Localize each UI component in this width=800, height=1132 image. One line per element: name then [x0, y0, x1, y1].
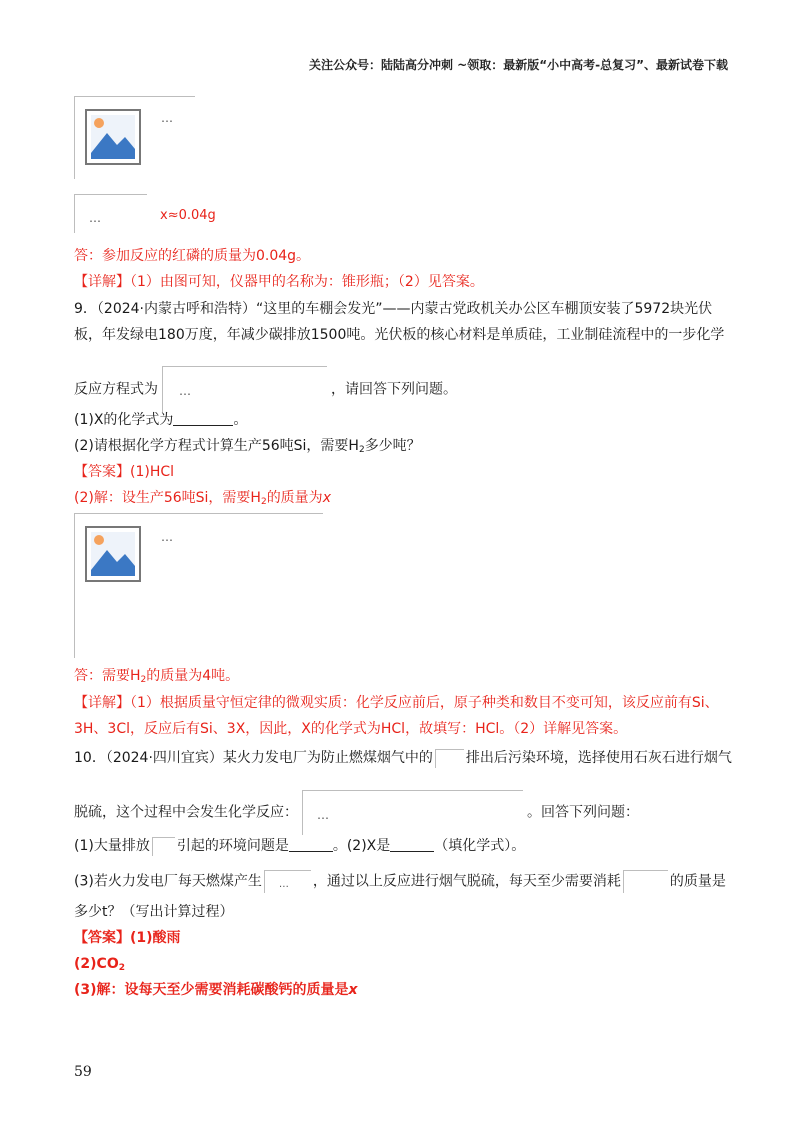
text: 10．（2024·四川宜宾）某火力发电厂为防止燃煤烟气中的: [74, 750, 433, 766]
subscript: 2: [140, 675, 147, 685]
question-9-line-3: [74, 366, 457, 413]
question-9-sub-2: [74, 436, 421, 460]
page-header: 关注公众号：陆陆高分冲刺 ~领取：最新版“小中高考-总复习”、最新试卷下载: [309, 58, 728, 72]
equation-placeholder: [162, 366, 327, 413]
answer-line: 答：参加反应的红磷的质量为0.04g。: [74, 248, 311, 264]
question-10-sub-1: [74, 836, 525, 856]
answer-10-1: 【答案】(1)酸雨: [74, 930, 181, 946]
ellipsis: …: [179, 384, 191, 398]
question-9-sub-1: [74, 410, 247, 430]
ellipsis: …: [89, 211, 101, 225]
text: ，通过以上反应进行烟气脱硫，每天至少需要消耗: [312, 873, 621, 890]
text: 排出后污染环境，选择使用石灰石进行烟气: [465, 750, 732, 766]
image-icon: [85, 526, 141, 582]
question-10-sub-3-cont: 多少t？（写出计算过程）: [74, 904, 234, 920]
image-placeholder: [74, 513, 323, 658]
detail-9-line-2: 3H、3Cl，反应后有Si、3X，因此，X的化学式为HCl，故填写：HCl。（2）详解见答案。: [74, 721, 628, 737]
answer-blank: [173, 411, 233, 426]
text: 的质量为: [266, 490, 323, 506]
formula-placeholder: [435, 749, 464, 768]
text: (1)X的化学式为: [74, 412, 174, 428]
text: 答：需要H: [74, 668, 141, 684]
question-10-line-1: [74, 748, 732, 768]
equation-placeholder: [302, 790, 523, 835]
text: 反应方程式为: [74, 381, 158, 398]
subscript: 2: [358, 445, 365, 455]
ellipsis: …: [278, 879, 289, 890]
text: 的质量为4吨。: [146, 668, 240, 684]
detail-line: 【详解】（1）由图可知，仪器甲的名称为：锥形瓶；（2）见答案。: [74, 274, 484, 290]
text: (2)请根据化学方程式计算生产56吨Si，需要H: [74, 438, 359, 454]
formula-placeholder: [74, 194, 147, 233]
subscript: 2: [118, 963, 125, 973]
text: 多少吨？: [364, 438, 421, 454]
answer-9-1: 【答案】(1)HCl: [74, 464, 175, 480]
answer-10-2: [74, 954, 125, 978]
formula-placeholder: [152, 837, 175, 856]
variable-x: x: [322, 490, 331, 506]
answer-10-3: [74, 980, 358, 1000]
text: (1)大量排放: [74, 838, 150, 854]
ellipsis: …: [161, 530, 173, 544]
text: 引起的环境问题是: [176, 838, 289, 854]
question-9-line-2: 板，年发绿电180万度，年减少碳排放1500吨。光伏板的核心材料是单质硅，工业制硅流程中的一步化学: [74, 327, 725, 343]
formula-placeholder: [264, 870, 311, 893]
text: (2)解：设生产56吨Si，需要H: [74, 490, 261, 506]
text: 的质量是: [669, 873, 726, 890]
question-10-sub-3: [74, 870, 726, 893]
ellipsis: …: [317, 808, 329, 822]
subscript: 2: [260, 497, 267, 507]
question-9-line-1: 9．（2024·内蒙古呼和浩特）“这里的车棚会发光”——内蒙古党政机关办公区车棚顶安装了5972块光伏: [74, 301, 713, 317]
answer-9-2: [74, 488, 331, 512]
detail-9-line-1: 【详解】（1）根据质量守恒定律的微观实质：化学反应前后，原子种类和数目不变可知，该反应前有Si、: [74, 695, 719, 711]
text: 。回答下列问题：: [527, 804, 639, 821]
formula-placeholder: [623, 870, 668, 893]
answer-line: [74, 666, 239, 690]
image-placeholder: [74, 96, 195, 179]
page-number: 59: [74, 1064, 92, 1080]
text: ，请回答下列问题。: [331, 381, 457, 398]
text: （填化学式）。: [434, 838, 526, 854]
x-result: x≈0.04g: [160, 208, 216, 223]
image-icon: [85, 109, 141, 165]
ellipsis: …: [161, 111, 173, 125]
text: (2)CO: [74, 956, 119, 972]
text: (3)若火力发电厂每天燃煤产生: [74, 873, 262, 890]
answer-blank: [289, 837, 333, 852]
text: 脱硫，这个过程中会发生化学反应：: [74, 804, 298, 821]
text: (3)解：设每天至少需要消耗碳酸钙的质量是: [74, 982, 349, 998]
question-10-line-2: [74, 790, 639, 835]
variable-x: x: [348, 982, 358, 998]
text: 。: [233, 412, 248, 428]
text: 。(2)X是: [332, 838, 391, 854]
answer-blank: [390, 837, 434, 852]
